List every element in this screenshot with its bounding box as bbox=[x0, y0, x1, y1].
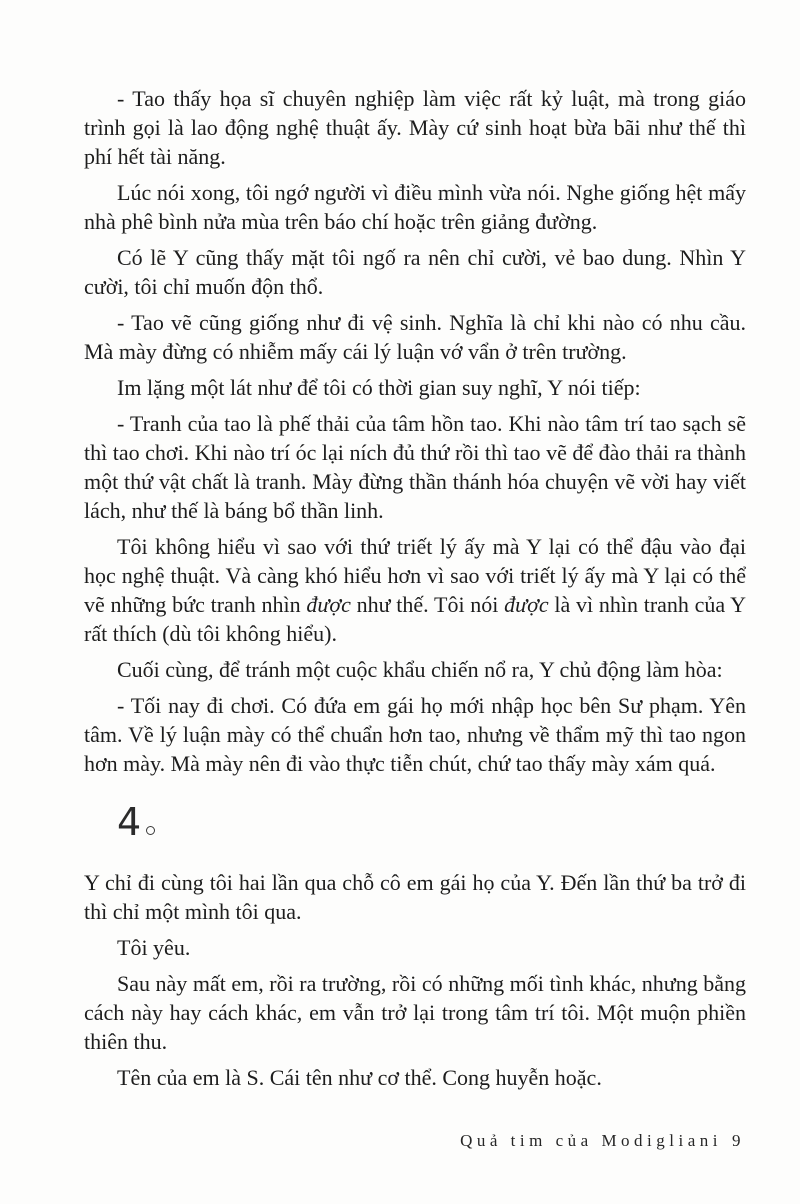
section-dot-icon bbox=[146, 826, 155, 835]
text-run: Cuối cùng, để tránh một cuộc khẩu chiến nổ ra, Y chủ động làm hòa: bbox=[117, 657, 723, 682]
paragraph bbox=[84, 1063, 746, 1092]
paragraph bbox=[84, 868, 746, 926]
text-run: là vì nhìn tranh của Y rất thích (dù tôi không hiểu). bbox=[84, 592, 746, 646]
text-run: Y chỉ đi cùng tôi hai lần qua chỗ cô em gái họ của Y. Đến lần thứ ba trở đi thì chỉ một mình tôi qua. bbox=[84, 870, 746, 924]
paragraph bbox=[84, 969, 746, 1056]
paragraph bbox=[84, 373, 746, 402]
text-run: Im lặng một lát như để tôi có thời gian suy nghĩ, Y nói tiếp: bbox=[117, 375, 641, 400]
paragraph bbox=[84, 691, 746, 778]
page-number: 9 bbox=[732, 1131, 745, 1150]
paragraph bbox=[84, 243, 746, 301]
section-heading bbox=[84, 800, 746, 844]
text-run: Lúc nói xong, tôi ngớ người vì điều mình vừa nói. Nghe giống hệt mấy nhà phê bình nửa mùa trên báo chí hoặc trên giảng đường. bbox=[84, 180, 746, 234]
section-number: 4 bbox=[117, 800, 143, 844]
paragraph bbox=[84, 178, 746, 236]
text-run: Tên của em là S. Cái tên như cơ thể. Cong huyễn hoặc. bbox=[117, 1065, 602, 1090]
text-run: - Tranh của tao là phế thải của tâm hồn tao. Khi nào tâm trí tao sạch sẽ thì tao chơi. Khi nào trí óc lại ních đủ thứ rồi thì tao vẽ để đào thải ra thành một thứ vật chất là tranh. Mày đừng thần thánh hóa chuyện vẽ vời hay viết lách, như thế là báng bổ thần linh. bbox=[84, 411, 746, 523]
text-run: Tôi không hiểu vì sao với thứ triết lý ấy mà Y lại có thể đậu vào đại học nghệ thuật. Và càng khó hiểu hơn vì sao với triết lý ấy mà Y lại có thể vẽ những bức tranh nhìn bbox=[84, 534, 746, 617]
running-title: Quả tim của Modigliani bbox=[460, 1131, 722, 1150]
text-run: được bbox=[504, 592, 549, 617]
paragraph bbox=[84, 933, 746, 962]
text-run: được bbox=[306, 592, 351, 617]
paragraph-group-1 bbox=[84, 84, 746, 778]
page-footer bbox=[460, 1131, 745, 1151]
paragraph bbox=[84, 532, 746, 648]
paragraph bbox=[84, 308, 746, 366]
text-run: - Tao vẽ cũng giống như đi vệ sinh. Nghĩa là chỉ khi nào có nhu cầu. Mà mày đừng có nhiễm mấy cái lý luận vớ vẩn ở trên trường. bbox=[84, 310, 746, 364]
paragraph-group-2 bbox=[84, 868, 746, 1092]
text-run: - Tối nay đi chơi. Có đứa em gái họ mới nhập học bên Sư phạm. Yên tâm. Về lý luận mày có thể chuẩn hơn tao, nhưng về thẩm mỹ thì tao ngon hơn mày. Mà mày nên đi vào thực tiễn chút, chứ tao thấy mày xám quá. bbox=[84, 693, 746, 776]
paragraph bbox=[84, 409, 746, 525]
text-run: Có lẽ Y cũng thấy mặt tôi ngố ra nên chỉ cười, vẻ bao dung. Nhìn Y cười, tôi chỉ muốn độn thổ. bbox=[84, 245, 746, 299]
text-run: Sau này mất em, rồi ra trường, rồi có những mối tình khác, nhưng bằng cách này hay cách khác, em vẫn trở lại trong tâm trí tôi. Một muộn phiền thiên thu. bbox=[84, 971, 746, 1054]
paragraph bbox=[84, 655, 746, 684]
text-run: - Tao thấy họa sĩ chuyên nghiệp làm việc rất kỷ luật, mà trong giáo trình gọi là lao động nghệ thuật ấy. Mày cứ sinh hoạt bừa bãi như thế thì phí hết tài năng. bbox=[84, 86, 746, 169]
text-run: Tôi yêu. bbox=[117, 935, 191, 960]
paragraph bbox=[84, 84, 746, 171]
text-run: như thế. Tôi nói bbox=[350, 592, 505, 617]
page-body bbox=[84, 84, 746, 1099]
